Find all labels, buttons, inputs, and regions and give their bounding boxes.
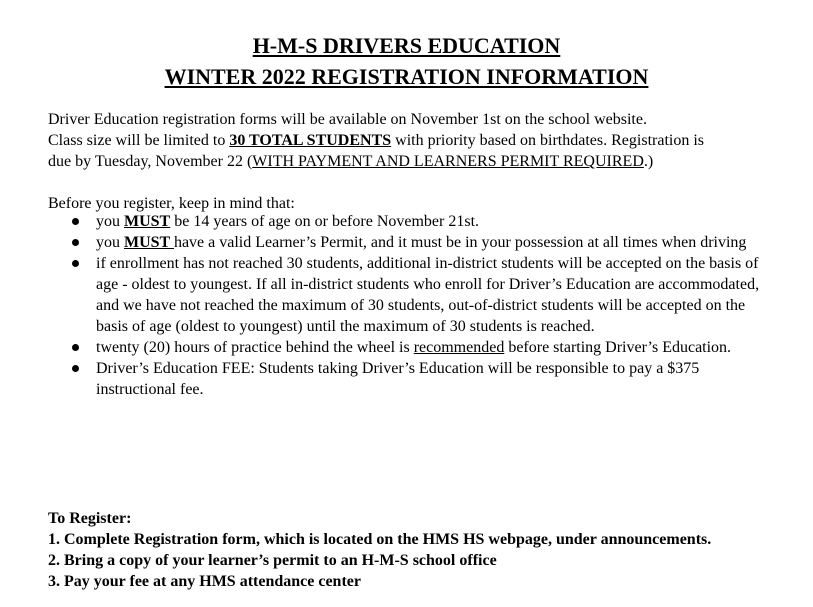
bullet-2-c: have a valid Learner’s Permit, and it must be in your possession at all times when driving (173, 234, 747, 251)
bullet-icon (72, 344, 79, 351)
intro-line-3-c: .) (643, 153, 654, 170)
intro-line-3-a: due by Tuesday, November 22 ( (48, 153, 253, 170)
bullet-3: if enrollment has not reached 30 students, additional in-district students will be accepted on the basis of age - oldest to youngest. If all in-district students who enroll for Driver’s Education are accommodated, and we have not reached the maximum of 30 students, out-of-district students will be accepted on the basis of age (oldest to youngest) until the maximum of 30 students is reached. (96, 255, 760, 335)
intro-line-2 (48, 130, 704, 151)
list-item (72, 211, 772, 232)
list-item (72, 358, 772, 400)
bullet-icon (72, 260, 79, 267)
intro-line-2-a: Class size will be limited to (48, 132, 230, 149)
bullet-2-a: you (96, 234, 124, 251)
requirements-list (72, 211, 772, 400)
payment-requirement: WITH PAYMENT AND LEARNERS PERMIT REQUIRED (252, 153, 644, 170)
bullet-icon (72, 239, 79, 246)
bullet-1-a: you (96, 213, 124, 230)
intro-line-3 (48, 151, 653, 172)
bullet-4-a: twenty (20) hours of practice behind the wheel is (96, 339, 414, 356)
bullet-1-must: MUST (124, 213, 171, 230)
list-item (72, 337, 772, 358)
register-step-3: 3. Pay your fee at any HMS attendance center (48, 573, 361, 590)
before-heading: Before you register, keep in mind that: (48, 195, 295, 212)
bullet-2-must: MUST (124, 234, 174, 251)
intro-line-2-c: with priority based on birthdates. Registration is (391, 132, 704, 149)
bullet-icon (72, 218, 79, 225)
bullet-5: Driver’s Education FEE: Students taking Driver’s Education will be responsible to pay a $375 instructional fee. (96, 360, 700, 398)
list-item (72, 253, 772, 337)
title-line-2: WINTER 2022 REGISTRATION INFORMATION (164, 64, 649, 89)
class-size-emphasis: 30 TOTAL STUDENTS (229, 132, 392, 149)
bullet-4-recommended: recommended (413, 339, 505, 356)
register-heading: To Register: (48, 510, 132, 527)
register-step-1: 1. Complete Registration form, which is located on the HMS HS webpage, under announcements. (48, 531, 712, 548)
title-line-1: H-M-S DRIVERS EDUCATION (252, 33, 561, 58)
bullet-1-c: be 14 years of age on or before November 21st. (170, 213, 480, 230)
intro-line-1: Driver Education registration forms will be available on November 1st on the school website. (48, 111, 647, 128)
bullet-4-c: before starting Driver’s Education. (504, 339, 732, 356)
bullet-icon (72, 365, 79, 372)
register-step-2: 2. Bring a copy of your learner’s permit to an H-M-S school office (48, 552, 497, 569)
list-item (72, 232, 772, 253)
